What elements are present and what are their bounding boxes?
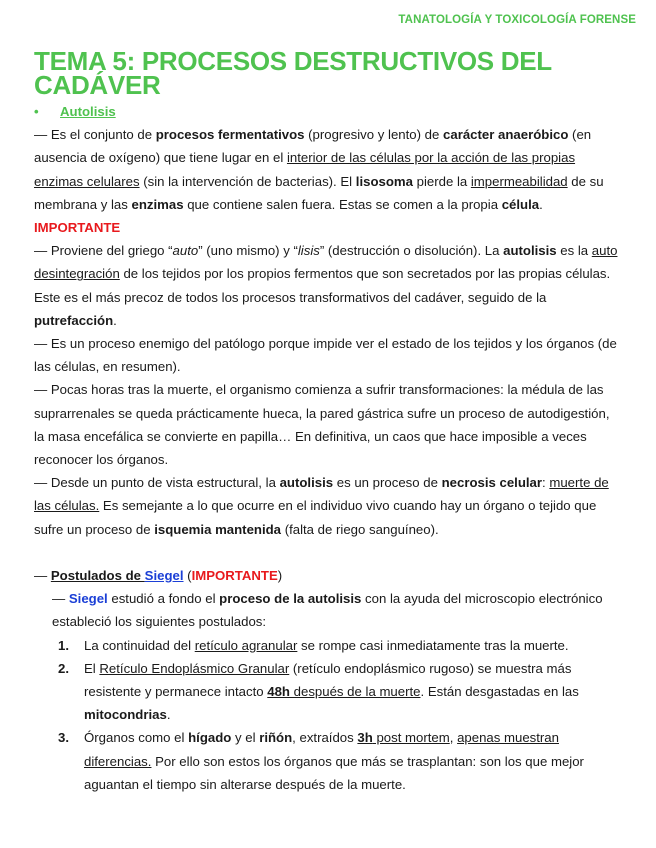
running-header: TANATOLOGÍA Y TOXICOLOGÍA FORENSE xyxy=(398,14,636,26)
list-item: 2. El Retículo Endoplásmico Granular (retículo endoplásmico rugoso) se muestra más resistente y permanece intacto 48h después de la muerte. Están desgastadas en las mitocondrias. xyxy=(58,660,579,723)
page-title: TEMA 5: PROCESOS DESTRUCTIVOS DEL CADÁVER xyxy=(34,46,552,100)
list-item: 1. La continuidad del retículo agranular se rompe casi inmediatamente tras la muerte. xyxy=(58,637,569,653)
postulados-intro: — Siegel estudió a fondo el proceso de la autolisis con la ayuda del microscopio electrónico estableció los siguientes postulados: xyxy=(52,591,603,630)
paragraph-structural: — Desde un punto de vista estructural, la autolisis es un proceso de necrosis celular: muerte de las células. Es semejante a lo que ocurre en el individuo vivo cuando hay un órgano o tejido que sufre un proceso de isquemia mantenida (falta de riego sanguíneo). xyxy=(34,475,609,537)
important-tag: IMPORTANTE xyxy=(191,568,278,584)
paragraph-definition: — Es el conjunto de procesos fermentativos (progresivo y lento) de carácter anaeróbico (en ausencia de oxígeno) que tiene lugar en el interior de las células por la acción de las propias enzimas celulares (sin la intervención de bacterias). El lisosoma pierde la impermeabilidad de su membrana y las enzimas que contiene salen fuera. Estas se comen a la propia célula. IMPORTANTE xyxy=(34,127,604,236)
paragraph-transformations: — Pocas horas tras la muerte, el organismo comienza a sufrir transformaciones: la médula de las suprarrenales se queda prácticamente hueca, la pared gástrica sufre un proceso de autodigestión, la masa encefálica se convierte en papilla… En definitiva, un caos que hace imposible a veces reconocer los órganos. xyxy=(34,382,610,468)
spacer xyxy=(34,541,618,564)
document-body xyxy=(34,100,618,796)
list-item: 3. Órganos como el hígado y el riñón, extraídos 3h post mortem, apenas muestran diferencias. Por ello son estos los órganos que más se trasplantan: son los que mejor aguantan el tiempo sin alterarse después de la muerte. xyxy=(58,730,584,792)
section-heading xyxy=(34,100,618,123)
paragraph-pathologist: — Es un proceso enemigo del patólogo porque impide ver el estado de los tejidos y los órganos (de las células, en resumen). xyxy=(34,336,617,375)
section-heading-text: Autolisis xyxy=(60,104,116,119)
postulados-heading: — Postulados de Siegel (IMPORTANTE) xyxy=(34,568,283,584)
important-tag: IMPORTANTE xyxy=(34,220,121,236)
bullet-icon: • xyxy=(34,104,39,119)
postulados-list xyxy=(34,634,618,796)
paragraph-etymology: — Proviene del griego “auto” (uno mismo) y “lisis” (destrucción o disolución). La autolisis es la auto desintegración de los tejidos por los propios fermentos que son secretados por las propias células. Este es el más precoz de todos los procesos transformativos del cadáver, seguido de la putrefacción. xyxy=(34,243,618,328)
